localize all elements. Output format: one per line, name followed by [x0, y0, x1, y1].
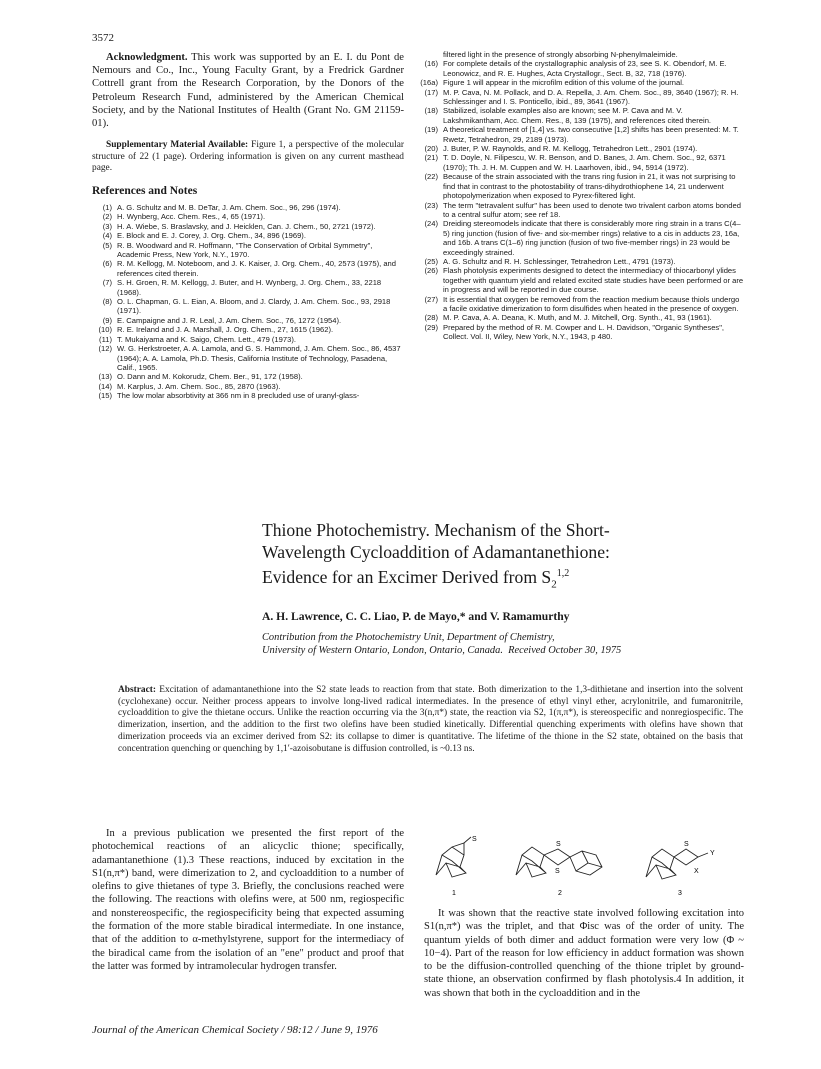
acknowledgment	[92, 51, 404, 130]
reference-item	[418, 266, 744, 294]
reference-item	[418, 257, 744, 266]
reference-number: (27)	[424, 294, 438, 304]
reference-number: (3)	[102, 221, 112, 231]
reference-text: Stabilized, isolable examples also are known; see M. P. Cava and M. V. Lakshmikantham, Acc. Chem. Res., 8, 139 (1975), and references cited therein.	[443, 106, 712, 125]
reference-number: (23)	[424, 200, 438, 210]
reference-item	[418, 88, 744, 107]
reference-number: (6)	[102, 259, 112, 269]
reference-number: (18)	[424, 106, 438, 116]
reference-number: (25)	[424, 256, 438, 266]
reference-text: O. Dann and M. Kokorudz, Chem. Ber., 91, 172 (1958).	[117, 372, 303, 382]
atom-x-3: X	[694, 868, 699, 875]
reference-item	[92, 335, 404, 344]
title-line-2: Wavelength Cycloaddition of Adamantanethione:	[262, 542, 610, 562]
reference-number: (7)	[102, 278, 112, 288]
reference-item	[92, 222, 404, 231]
reference-item	[418, 50, 744, 59]
reference-item	[92, 344, 404, 372]
supplementary-material	[92, 140, 404, 175]
page-number: 3572	[92, 32, 114, 44]
reference-number: (28)	[424, 313, 438, 323]
reference-text: H. A. Wiebe, S. Braslavsky, and J. Heicklen, Can. J. Chem., 50, 2721 (1972).	[117, 221, 376, 231]
title-line-1: Thione Photochemistry. Mechanism of the Short-	[262, 520, 610, 540]
affiliation-line-2: University of Western Ontario, London, Ontario, Canada. Received October 30, 1975	[262, 645, 622, 656]
reference-item	[418, 59, 744, 78]
body-paragraph-left: In a previous publication we presented the first report of the photochemical reactions of an alicyclic thione; specifically, adamantanethione (1).3 These reactions, induced by excitation in the S1(n,π*) band, were dimerization to 2, and cycloaddition to a number of olefins to give thietanes of type 3. Briefly, the conclusions reached were the following. The reactions with olefins were, at 500 nm, regiospecific and nonstereospecific, the regiospecificity being that expected assuming the formation of the more stable biradical intermediate. In one instance, that of the addition to α-methylstyrene, support for the intermediacy of the biradical came from the isolation of an "ene" product and proof that the latter was formed by intramolecular hydrogen transfer.	[92, 828, 404, 972]
reference-number: (11)	[99, 334, 112, 344]
reference-item	[92, 212, 404, 221]
reference-number: (4)	[102, 231, 112, 241]
references-list-left	[92, 203, 404, 401]
reference-text: E. Block and E. J. Corey, J. Org. Chem., 34, 896 (1969).	[117, 231, 306, 241]
reference-text: O. L. Chapman, G. L. Eian, A. Bloom, and J. Clardy, J. Am. Chem. Soc., 93, 2918 (1971).	[117, 297, 391, 316]
supplementary-text: Figure 1, a perspective of the molecular structure of 22 (1 page). Ordering information is given on any current masthead page.	[92, 140, 404, 174]
chemical-structures	[424, 833, 744, 898]
reference-text: M. Karplus, J. Am. Chem. Soc., 85, 2870 (1963).	[117, 381, 281, 391]
reference-number: (5)	[102, 240, 112, 250]
references-heading: References and Notes	[92, 185, 198, 197]
reference-item	[418, 153, 744, 172]
reference-item	[92, 372, 404, 381]
atom-s-2a: S	[556, 841, 561, 848]
reference-number: (12)	[98, 344, 112, 354]
reference-item	[92, 316, 404, 325]
reference-item	[92, 391, 404, 400]
reference-text: The term "tetravalent sulfur" has been used to denote two trivalent carbon atoms bonded to a central sulfur atom; see ref 18.	[443, 200, 741, 219]
reference-item	[418, 219, 744, 257]
reference-item	[418, 78, 744, 87]
reference-text: Because of the strain associated with the trans ring fusion in 21, it was not surprising to find that in contrast to the photostability of trans-dihydrothiophene 14, 21 underwent photopolymerization when exposed to Pyrex-filtered light.	[443, 172, 736, 201]
atom-y-3: Y	[710, 850, 715, 857]
reference-number: (26)	[424, 266, 438, 276]
supplementary-label: Supplementary Material Available:	[106, 140, 249, 151]
structure-1	[436, 837, 471, 877]
reference-number: (13)	[98, 372, 112, 382]
left-column-top	[92, 51, 404, 401]
reference-number: (8)	[102, 297, 112, 307]
reference-number: (16)	[424, 59, 438, 69]
received-date: Received October 30, 1975	[508, 645, 622, 656]
affiliation	[262, 631, 742, 657]
abstract	[118, 685, 743, 755]
authors: A. H. Lawrence, C. C. Liao, P. de Mayo,* and V. Ramamurthy	[262, 610, 570, 623]
reference-text: R. M. Kellogg, M. Noteboom, and J. K. Kaiser, J. Org. Chem., 40, 2573 (1975), and references cited therein.	[117, 259, 396, 278]
reference-text: A. G. Schultz and R. H. Schlessinger, Tetrahedron Lett., 4791 (1973).	[443, 256, 676, 266]
reference-number: (21)	[424, 153, 438, 163]
reference-number: (14)	[98, 381, 112, 391]
body-left-column	[92, 827, 404, 981]
reference-item	[418, 313, 744, 322]
reference-item	[418, 106, 744, 125]
reference-number: (20)	[424, 144, 438, 154]
reference-number: (1)	[102, 203, 112, 212]
atom-s-2b: S	[555, 868, 560, 875]
atom-s-1: S	[472, 836, 477, 843]
reference-number: (24)	[424, 219, 438, 229]
reference-text: M. P. Cava, N. M. Pollack, and D. A. Repella, J. Am. Chem. Soc., 89, 3640 (1967); R. H. Schlessinger and I. S. Ponticello, ibid., 89, 3641 (1967).	[443, 87, 739, 107]
reference-text: J. Buter, P. W. Raynolds, and R. M. Kellogg, Tetrahedron Lett., 2901 (1974).	[443, 144, 698, 154]
reference-text: M. P. Cava, A. A. Deana, K. Muth, and M. J. Mitchell, Org. Synth., 41, 93 (1961).	[443, 313, 712, 323]
reference-item	[92, 297, 404, 316]
reference-item	[92, 203, 404, 212]
reference-item	[92, 325, 404, 334]
reference-text: Dreiding stereomodels indicate that there is considerably more ring strain in a trans C(4–5) ring junction (fusion of five- and six-member rings) relative to a cis in adducts 23, 16a, and 16b. A trans C(1–6) ring junction (fusion of two five-member rings) in 23 would be exceedingly strained.	[443, 219, 741, 257]
reference-number: (22)	[424, 172, 438, 182]
reference-number: (2)	[102, 212, 112, 222]
reference-text: filtered light in the presence of strongly absorbing N-phenylmaleimide.	[443, 50, 678, 59]
reference-text: W. G. Herkstroeter, A. A. Lamola, and G. S. Hammond, J. Am. Chem. Soc., 86, 4537 (1964); A. A. Lamola, Ph.D. Thesis, California Institute of Technology, Pasadena, Calif., 1965.	[117, 344, 401, 372]
reference-text: H. Wynberg, Acc. Chem. Res., 4, 65 (1971).	[117, 212, 266, 222]
reference-text: R. E. Ireland and J. A. Marshall, J. Org. Chem., 27, 1615 (1962).	[117, 325, 334, 335]
reference-text: The low molar absorbtivity at 366 nm in 8 precluded use of uranyl-glass-	[117, 391, 360, 401]
reference-text: It is essential that oxygen be removed from the reaction medium because thiols undergo a facile oxidative dimerization to form disulfides when heated in the presence of oxygen.	[443, 294, 740, 313]
journal-footer: Journal of the American Chemical Society / 98:12 / June 9, 1976	[92, 1024, 378, 1036]
structure-label-2: 2	[558, 890, 562, 897]
reference-number: (29)	[424, 322, 438, 332]
reference-item	[418, 201, 744, 220]
atom-s-3: S	[684, 841, 689, 848]
reference-item	[92, 382, 404, 391]
abstract-text: Excitation of adamantanethione into the S2 state leads to reaction from that state. Both dimerization to the 1,3-dithietane and insertion into the solvent (cyclohexane) occur. Neither process appears to involve long-lived radical intermediates. In the presence of ethyl vinyl ether, acrylonitrile, and fumaronitrile, cycloaddition to give the thietane occurs. Unlike the reaction occurring via the 3(n,π*) state, the reaction via S2, 1(π,π*), is stereospecific and nonregiospecific. The dimerization, insertion, and the addition to the first two olefins have been studied kinetically. Differential quenching experiments with olefins have shown that dimerization proceeds via an excimer derived from S2: its collapse to dimer is quantitative. The lifetime of the thione in the S2 state, obtained on the basis that concentration quenching or quenching by 1,1′-azoisobutane is diffusion controlled, is ~0.13 ns.	[118, 685, 743, 754]
body-paragraph-right: It was shown that the reactive state involved following excitation into S1(n,π*) was the triplet, and that Φisc was of the order of unity. The quantum yields of both dimer and adduct formation were very low (Φ ~ 10−4). Part of the reason for low efficiency in adduct formation was shown to be the diffusion-controlled quenching of the thione triplet by ground-state thione, an observation confirmed by flash photolysis.4 In addition, it was shown that both in the cycloaddition and in the	[424, 908, 744, 999]
reference-item	[92, 278, 404, 297]
acknowledgment-label: Acknowledgment.	[106, 52, 188, 63]
reference-item	[418, 144, 744, 153]
acknowledgment-text: This work was supported by an E. I. du Pont de Nemours and Co., Inc., Young Faculty Grant, by a Fredrick Gardner Cottrell grant from the Research Corporation, by the Donors of the Petroleum Research Fund, administered by the American Chemical Society, and by the National Institutes of Health (Grant No. GM 21159-01).	[92, 52, 404, 130]
reference-text: For complete details of the crystallographic analysis of 23, see S. K. Obendorf, M. E. Leonowicz, and R. E. Hughes, Acta Crystallogr., Sect. B, 32, 718 (1976).	[443, 59, 727, 78]
reference-item	[418, 125, 744, 144]
reference-number: (9)	[102, 315, 112, 325]
reference-item	[418, 172, 744, 200]
reference-item	[418, 323, 744, 342]
reference-text: S. H. Groen, R. M. Kellogg, J. Buter, and H. Wynberg, J. Org. Chem., 33, 2218 (1968).	[117, 278, 382, 297]
reference-item	[92, 259, 404, 278]
reference-number: (10)	[98, 325, 112, 335]
reference-number: (19)	[424, 125, 438, 135]
body-right-column	[424, 907, 744, 1008]
reference-number: (15)	[98, 391, 112, 401]
reference-text: R. B. Woodward and R. Hoffmann, "The Conservation of Orbital Symmetry", Academic Press, New York, N.Y., 1970.	[117, 240, 373, 260]
reference-number: (17)	[424, 87, 438, 97]
reference-item	[418, 295, 744, 314]
reference-item	[92, 231, 404, 240]
title-line-3: Evidence for an Excimer Derived from $S_2^{1,2}$	[262, 566, 570, 591]
reference-text: Prepared by the method of R. M. Cowper and L. H. Davidson, "Organic Syntheses", Collect. Vol. II, Wiley, New York, N.Y., 1943, p 480.	[443, 322, 725, 342]
abstract-label: Abstract:	[118, 685, 157, 695]
reference-text: Flash photolysis experiments designed to detect the intermediacy of thiocarbonyl ylides together with quantum yield and related excited state studies have been performed or are in progress and will be reported in due course.	[443, 266, 744, 295]
structure-3	[646, 849, 708, 879]
reference-text: E. Campaigne and J. R. Leal, J. Am. Chem. Soc., 76, 1272 (1954).	[117, 315, 342, 325]
references-list-right	[418, 50, 744, 342]
affiliation-line-1: Contribution from the Photochemistry Unit, Department of Chemistry,	[262, 632, 555, 643]
reference-number	[418, 50, 443, 59]
article-title	[262, 519, 732, 595]
reference-text: T. D. Doyle, N. Filipescu, W. R. Benson, and D. Banes, J. Am. Chem. Soc., 92, 6371 (1970); Th. J. H. M. Cuppen and W. H. Laarhoven, ibid., 94, 5914 (1972).	[443, 153, 726, 172]
reference-text: A. G. Schultz and M. B. DeTar, J. Am. Chem. Soc., 96, 296 (1974).	[117, 203, 341, 212]
reference-text: A theoretical treatment of [1,4] vs. two consecutive [1,2] shifts has been presented: M. T. Rwetz, Tetrahedron, 29, 2189 (1973).	[443, 125, 739, 144]
reference-text: T. Mukaiyama and K. Saigo, Chem. Lett., 479 (1973).	[117, 334, 296, 344]
reference-text: Figure 1 will appear in the microfilm edition of this volume of the journal.	[443, 78, 685, 88]
structure-label-3: 3	[678, 890, 682, 897]
reference-number: (16a)	[420, 78, 438, 88]
structure-label-1: 1	[452, 890, 456, 897]
reference-item	[92, 241, 404, 260]
